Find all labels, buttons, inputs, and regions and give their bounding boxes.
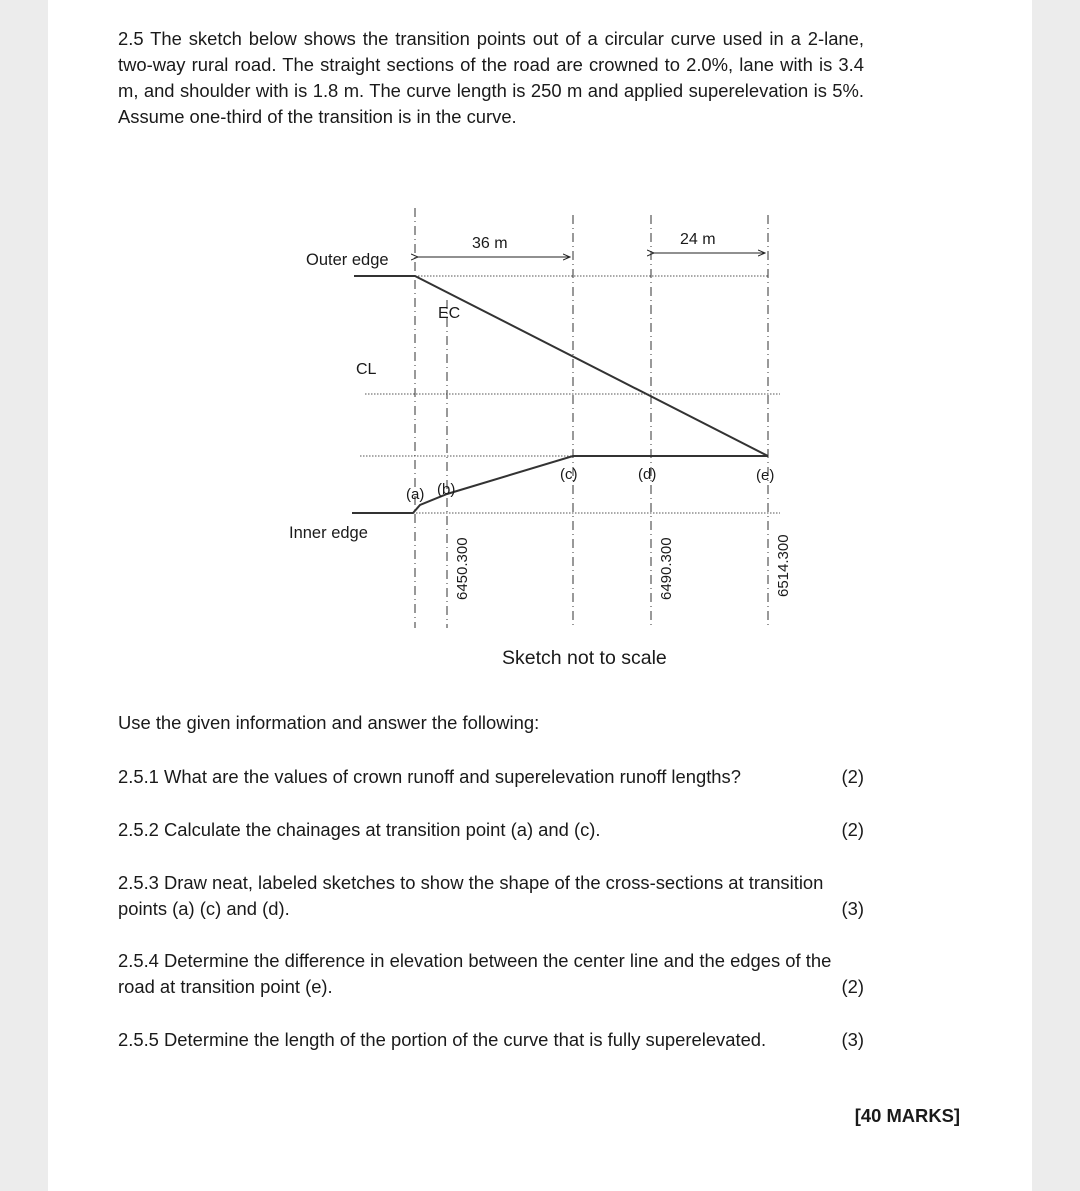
chainage-e-label: 6514.300	[775, 534, 792, 597]
question-marks: (3)	[841, 1029, 864, 1050]
centerline-label: CL	[356, 361, 377, 378]
inner-edge-label: Inner edge	[289, 524, 368, 542]
dimension-24m-label: 24 m	[680, 231, 716, 248]
question-text: 2.5.4 Determine the difference in elevation between the center line and the edges of the road at transition point (e).	[118, 950, 832, 997]
inner-edge-profile	[352, 456, 768, 513]
question-2-5-3	[118, 870, 864, 922]
point-d-label: (d)	[638, 466, 657, 483]
question-2-5-4	[118, 948, 864, 1000]
total-marks: [40 MARKS]	[854, 1105, 960, 1126]
point-e-label: (e)	[756, 467, 775, 484]
question-text: 2.5.1 What are the values of crown runoff and superelevation runoff lengths?	[118, 766, 741, 787]
chainage-d-label: 6490.300	[658, 537, 675, 600]
question-intro: 2.5 The sketch below shows the transition points out of a circular curve used in a 2-lane, two-way rural road. The straight sections of the road are crowned to 2.0%, lane with is 3.4 m, and shoulder with is 1.8 m. The curve length is 250 m and applied superelevation is 5%. Assume one-third of the transition is in the curve.	[118, 28, 864, 127]
outer-edge-label: Outer edge	[306, 251, 389, 269]
question-marks: (2)	[841, 976, 864, 997]
point-a-label: (a)	[406, 486, 425, 503]
outer-edge-profile	[354, 276, 768, 456]
question-marks: (2)	[841, 766, 864, 787]
chainage-b-label: 6450.300	[454, 537, 471, 600]
point-c-label: (c)	[560, 466, 578, 483]
ec-label: EC	[438, 305, 461, 322]
point-b-label: (b)	[437, 481, 456, 498]
question-text: 2.5.5 Determine the length of the portion of the curve that is fully superelevated.	[118, 1029, 767, 1050]
question-marks: (2)	[841, 819, 864, 840]
question-2-5-5	[118, 1027, 864, 1053]
instructions-lead: Use the given information and answer the following:	[118, 712, 540, 733]
question-text: 2.5.3 Draw neat, labeled sketches to show the shape of the cross-sections at transition points (a) (c) and (d).	[118, 872, 824, 919]
dimension-36m-label: 36 m	[472, 235, 508, 252]
question-2-5-2	[118, 817, 864, 843]
question-text: 2.5.2 Calculate the chainages at transition point (a) and (c).	[118, 819, 601, 840]
question-marks: (3)	[841, 898, 864, 919]
sketch-caption: Sketch not to scale	[502, 647, 667, 669]
question-2-5-1	[118, 764, 864, 790]
